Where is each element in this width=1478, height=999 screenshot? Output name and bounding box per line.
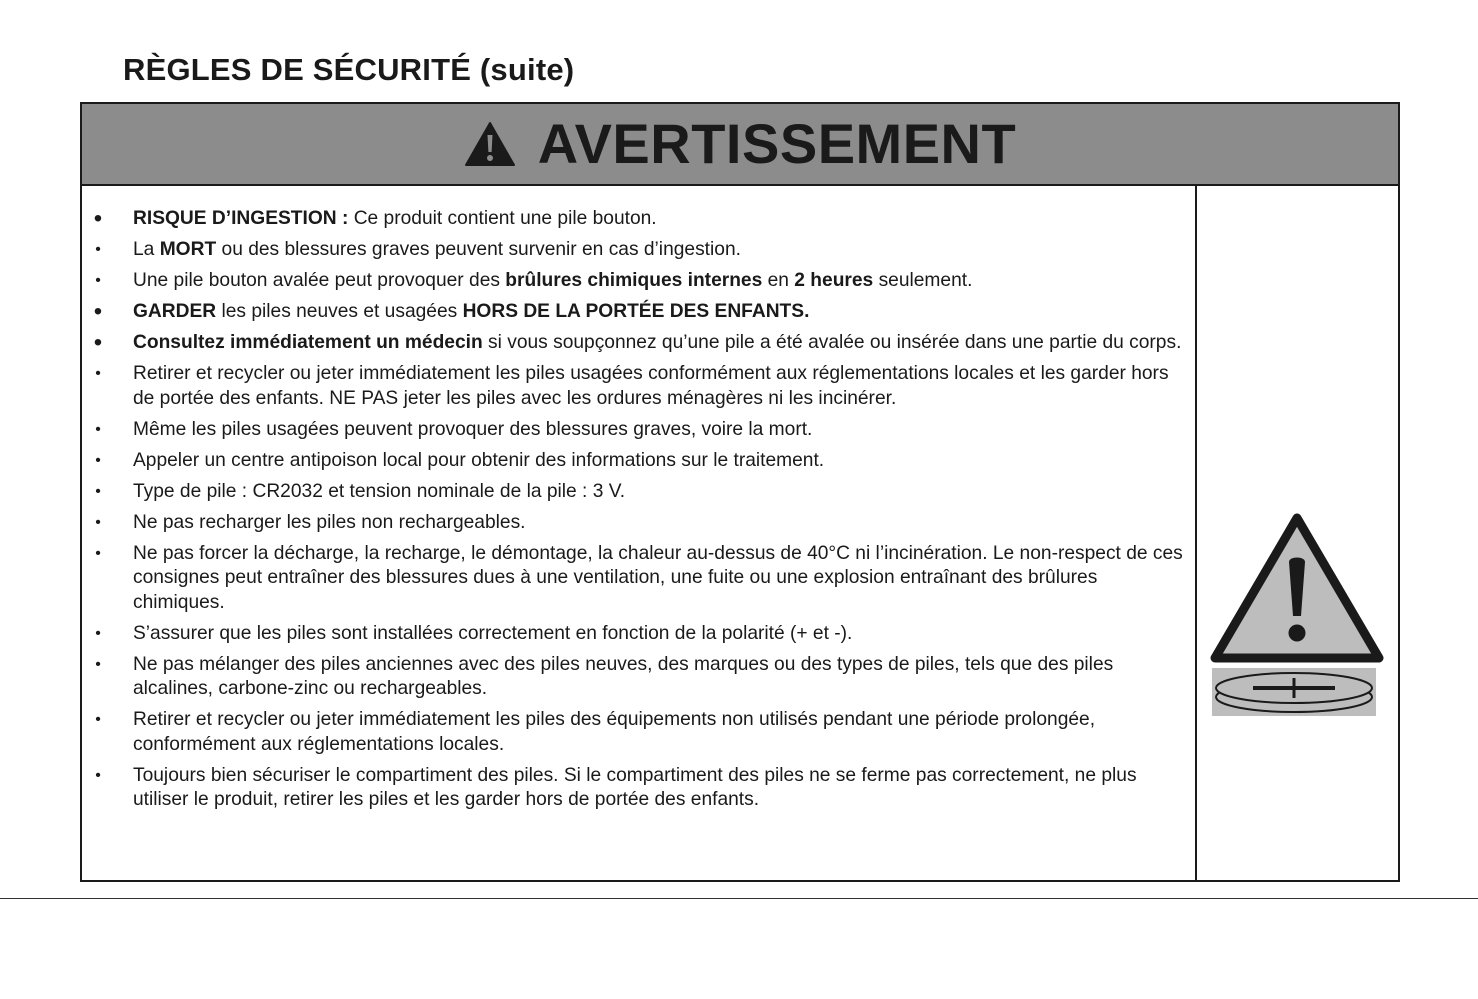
body-text: Appeler un centre antipoison local pour obtenir des informations sur le traitement. <box>133 449 825 471</box>
bullet-icon: • <box>95 482 101 500</box>
bullet-icon: • <box>93 298 103 325</box>
body-text: Ne pas forcer la décharge, la recharge, le démontage, la chaleur au-dessus de 40°C ni l’incinération. Le non-respect de ces consignes peut entraîner des blessures dues à une ventilation, une fuite ou une explosion entraînant des brûlures chimiques. <box>133 542 1183 613</box>
bullet-icon: • <box>95 711 101 728</box>
warning-header <box>82 104 1398 186</box>
bullet-icon: • <box>95 365 101 382</box>
bullet-icon: • <box>95 241 101 258</box>
bullet-icon: • <box>95 513 101 531</box>
warning-list-item <box>82 764 1195 813</box>
body-text: Ce produit contient une pile bouton. <box>348 208 657 229</box>
warning-list-item <box>82 418 1195 443</box>
bullet-icon: • <box>95 766 101 784</box>
bullet-icon: • <box>95 624 101 642</box>
warning-list-item <box>82 238 1195 263</box>
bold-text: Consultez immédiatement un médecin <box>133 332 483 353</box>
warning-graphic-column <box>1197 186 1398 880</box>
warning-triangle-icon <box>464 121 516 167</box>
body-text: Ne pas mélanger des piles anciennes avec des piles neuves, des marques ou des types de piles, tels que des piles alcalines, carbone-zinc ou rechargeables. <box>133 653 1114 699</box>
warning-heading: AVERTISSEMENT <box>537 112 1017 175</box>
warning-list-item <box>82 480 1195 505</box>
warning-list-item <box>82 269 1195 294</box>
warning-list-item <box>82 300 1195 325</box>
page-bottom-rule <box>0 898 1478 899</box>
body-text: Retirer et recycler ou jeter immédiatement les piles usagées conformément aux réglementations locales et les garder hors de portée des enfants. NE PAS jeter les piles avec les ordures ménagères ni les incinérer. <box>133 363 1169 409</box>
bold-text: RISQUE D’INGESTION : <box>133 208 349 229</box>
body-text: La <box>133 239 160 260</box>
bullet-icon: • <box>95 544 101 562</box>
body-text: les piles neuves et usagées <box>216 301 463 322</box>
warning-list-item <box>82 362 1195 411</box>
body-text: si vous soupçonnez qu’une pile a été avalée ou insérée dans une partie du corps. <box>482 332 1182 353</box>
warning-list-item <box>82 708 1195 757</box>
warning-list-item <box>82 449 1195 474</box>
body-text: S’assurer que les piles sont installées correctement en fonction de la polarité (+ et -). <box>133 622 853 644</box>
bullet-icon: • <box>93 329 103 356</box>
bold-text: HORS DE LA PORTÉE DES ENFANTS. <box>462 301 810 322</box>
bullet-icon: • <box>95 451 101 469</box>
warning-list-item <box>82 622 1195 647</box>
bullet-icon: • <box>93 205 103 232</box>
battery-hazard-icon <box>1209 512 1385 718</box>
warning-list-item <box>82 653 1195 702</box>
bold-text: GARDER <box>133 301 217 322</box>
body-text: seulement. <box>873 270 973 291</box>
bullet-icon: • <box>95 655 101 673</box>
warning-list-item <box>82 511 1195 536</box>
bullet-icon: • <box>95 272 101 289</box>
warning-list-item <box>82 542 1195 616</box>
body-text: Même les piles usagées peuvent provoquer des blessures graves, voire la mort. <box>133 418 813 440</box>
bold-text: MORT <box>159 239 217 260</box>
warning-list-item <box>82 331 1195 356</box>
body-text: Une pile bouton avalée peut provoquer des <box>133 270 506 291</box>
warning-list-item <box>82 207 1195 232</box>
warning-box <box>80 102 1400 882</box>
body-text: Toujours bien sécuriser le compartiment des piles. Si le compartiment des piles ne se ferme pas correctement, ne plus utiliser le produit, retirer les piles et les garder hors de portée des enfants. <box>133 764 1137 810</box>
bold-text: 2 heures <box>794 270 874 291</box>
bullet-icon: • <box>95 420 101 438</box>
page-title: RÈGLES DE SÉCURITÉ (suite) <box>123 52 575 87</box>
bold-text: brûlures chimiques internes <box>505 270 763 291</box>
body-text: Type de pile : CR2032 et tension nominale de la pile : 3 V. <box>133 480 626 502</box>
warning-header-inner <box>464 112 1017 175</box>
body-text: en <box>762 270 795 291</box>
body-text: Retirer et recycler ou jeter immédiatement les piles des équipements non utilisés pendant une période prolongée, conformément aux réglementations locales. <box>133 709 1096 755</box>
warning-text-column <box>82 186 1197 880</box>
warning-bullet-list <box>82 207 1195 819</box>
body-text: ou des blessures graves peuvent survenir en cas d’ingestion. <box>216 239 741 260</box>
body-text: Ne pas recharger les piles non rechargeables. <box>133 511 526 533</box>
